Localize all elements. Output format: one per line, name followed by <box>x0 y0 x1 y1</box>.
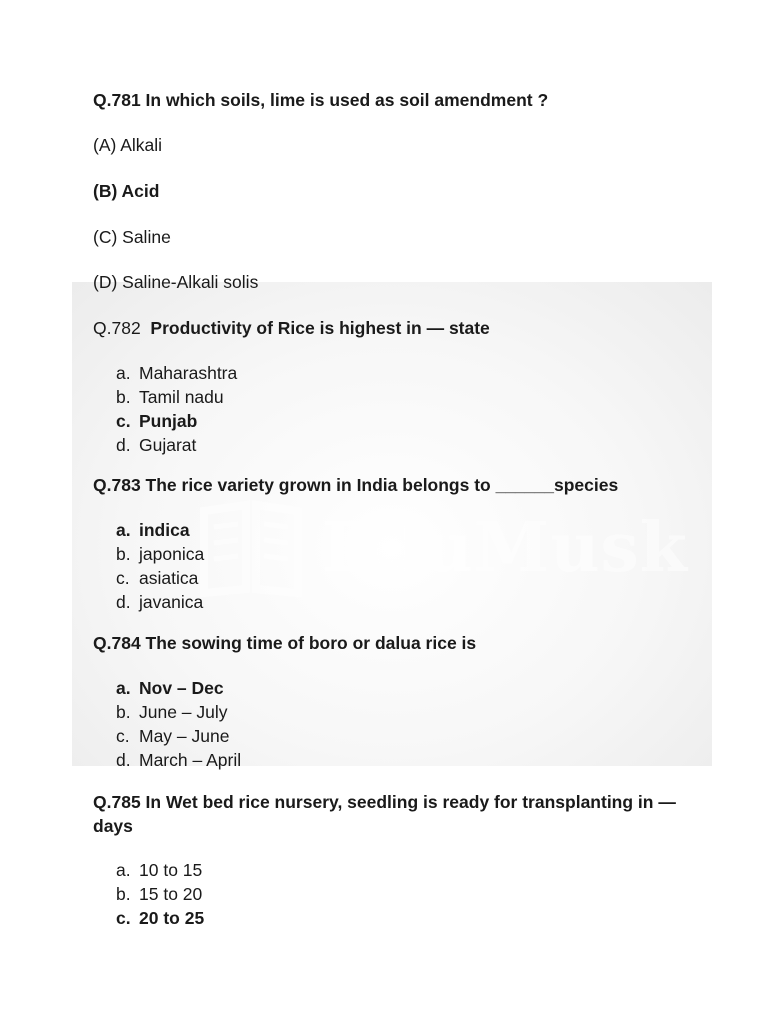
question-781: Q.781 In which soils, lime is used as soil amendment ? <box>93 90 549 110</box>
option-text: Tamil nadu <box>139 387 224 407</box>
question-782 <box>93 317 490 339</box>
option-text: Gujarat <box>139 435 197 455</box>
option-marker: a. <box>116 860 131 880</box>
option-marker: d. <box>116 750 131 770</box>
q783-option-d <box>116 591 203 613</box>
question-784: Q.784 The sowing time of boro or dalua rice is <box>93 633 477 653</box>
q782-option-c <box>116 410 197 432</box>
option-text: 15 to 20 <box>139 884 203 904</box>
q785-option-b <box>116 883 202 905</box>
option-marker: d. <box>116 435 131 455</box>
q784-option-a <box>116 677 224 699</box>
option-marker: a. <box>116 363 131 383</box>
question-785: Q.785 In Wet bed rice nursery, seedling is ready for transplanting in — days <box>93 792 676 836</box>
q781-option-d: (D) Saline-Alkali solis <box>93 272 259 292</box>
q785-option-c <box>116 907 204 929</box>
option-text: Punjab <box>139 411 198 431</box>
q782-option-b <box>116 386 224 408</box>
option-marker: a. <box>116 520 131 540</box>
q782-option-a <box>116 362 237 384</box>
option-text: March – April <box>139 750 242 770</box>
q784-option-d <box>116 749 241 771</box>
option-marker: c. <box>116 726 130 746</box>
option-text: 10 to 15 <box>139 860 203 880</box>
option-marker: c. <box>116 908 131 928</box>
option-text: Maharashtra <box>139 363 238 383</box>
option-marker: b. <box>116 884 131 904</box>
q785-option-a <box>116 859 202 881</box>
option-marker: b. <box>116 702 131 722</box>
option-text: 20 to 25 <box>139 908 205 928</box>
option-text: Nov – Dec <box>139 678 224 698</box>
book-icon <box>196 491 306 606</box>
question-782-number: Q.782 <box>93 318 141 338</box>
option-text: May – June <box>139 726 230 746</box>
q783-option-a <box>116 519 190 541</box>
option-text: asiatica <box>139 568 199 588</box>
q781-option-b: (B) Acid <box>93 181 160 201</box>
q781-option-c: (C) Saline <box>93 227 171 247</box>
option-marker: d. <box>116 592 131 612</box>
q784-option-c <box>116 725 229 747</box>
q781-option-a: (A) Alkali <box>93 135 163 155</box>
q783-option-c <box>116 567 198 589</box>
option-marker: c. <box>116 411 131 431</box>
question-783: Q.783 The rice variety grown in India belongs to ______species <box>93 475 619 495</box>
option-text: javanica <box>139 592 204 612</box>
option-marker: b. <box>116 387 131 407</box>
q782-option-d <box>116 434 196 456</box>
q784-option-b <box>116 701 228 723</box>
question-782-text: Productivity of Rice is highest in — state <box>150 318 490 338</box>
option-marker: a. <box>116 678 131 698</box>
option-text: japonica <box>139 544 205 564</box>
watermark-text: EduMusk <box>322 508 688 588</box>
option-text: indica <box>139 520 190 540</box>
option-text: June – July <box>139 702 228 722</box>
watermark <box>196 488 688 608</box>
option-marker: b. <box>116 544 131 564</box>
q783-option-b <box>116 543 204 565</box>
option-marker: c. <box>116 568 130 588</box>
